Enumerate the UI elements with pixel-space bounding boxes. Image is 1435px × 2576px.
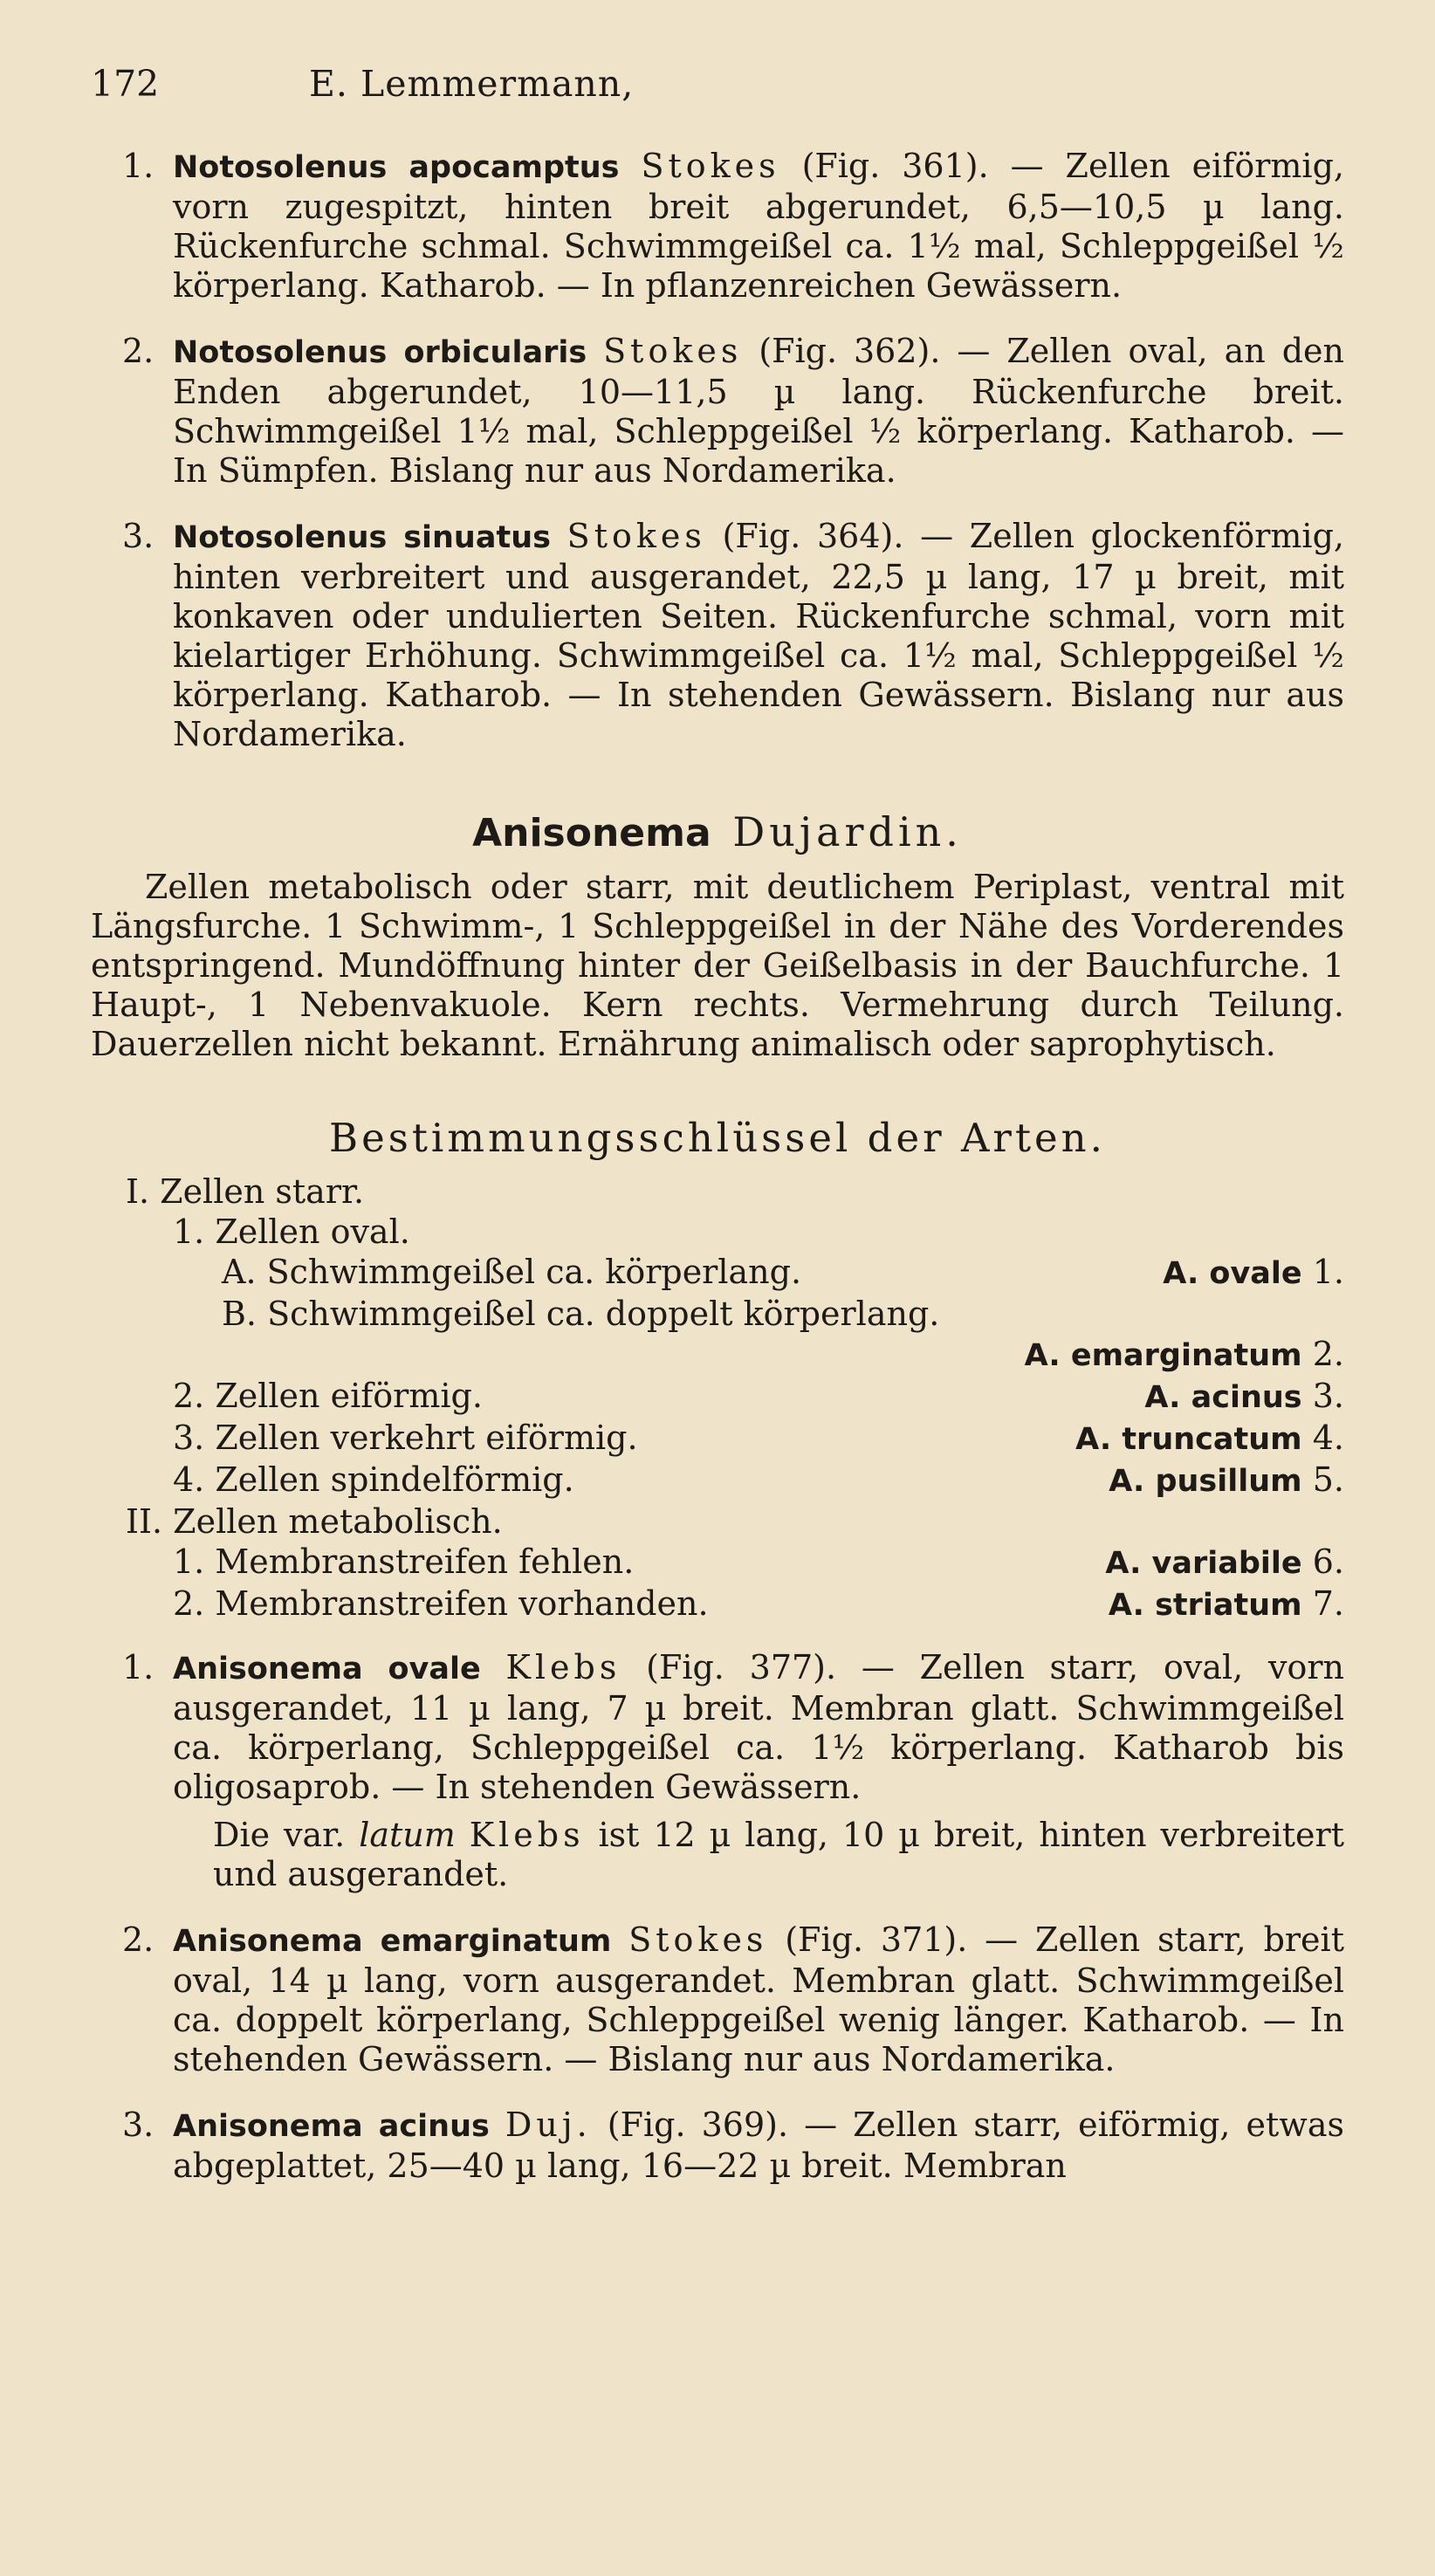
species-entry [91,2105,1344,2186]
page-number: 172 [91,63,160,105]
variety-author: Klebs [469,1816,585,1854]
species-description: (Fig. 377). — Zellen starr, oval, vorn ausgerandet, 11 µ lang, 7 µ breit. Membran glatt. Schwimmgeißel ca. körperlang, Schleppgeißel ca. 1½ körperlang. Katharob bis oligosaprob. — In stehenden Gewässern. [173,1648,1344,1806]
species-author: Klebs [505,1648,621,1686]
species-author: Stokes [628,1920,768,1959]
genus-name: Anisonema [472,811,711,855]
entry-number: 1. [122,147,154,185]
key-row [91,1212,1344,1252]
key-row [91,1294,1344,1334]
variety-description: ist 12 µ lang, 10 µ breit, hinten verbreitert und ausgerandet. [213,1816,1344,1893]
entry-number: 3. [122,2105,154,2144]
key-row [91,1171,1344,1212]
species-entry [91,1648,1344,1807]
key-text: A. Schwimmgeißel ca. körperlang. [222,1253,802,1291]
key-row [91,1252,1344,1294]
key-species: A. acinus [1144,1380,1302,1415]
species-name: Notosolenus sinuatus [173,520,551,555]
key-species: A. pusillum [1109,1464,1302,1499]
key-row [91,1501,1344,1542]
entry-number: 2. [122,332,154,370]
key-heading: Bestimmungsschlüssel der Arten. [329,1115,1106,1161]
species-name: Notosolenus apocamptus [173,150,620,185]
key-species: A. emarginatum [1024,1338,1302,1373]
key-species: A. variabile [1105,1546,1302,1581]
key-row [91,1376,1344,1418]
entry-number: 3. [122,517,154,555]
species-description: (Fig. 371). — Zellen starr, breit oval, 14 µ lang, vorn ausgerandet. Membran glatt. Schwimmgeißel ca. doppelt körperlang, Schleppgeißel wenig länger. Katharob. — In stehenden Gewässern. — Bislang nur aus Nordamerika. [173,1920,1344,2078]
species-entry [91,517,1344,754]
variety-name: latum [359,1816,456,1854]
species-name: Anisonema ovale [173,1652,481,1686]
species-description: (Fig. 364). — Zellen glockenförmig, hinten verbreitert und ausgerandet, 22,5 µ lang, 17 µ breit, mit konkaven oder undulierten Seiten. Rückenfurche schmal, vorn mit kielartiger Erhöhung. Schwimmgeißel ca. 1½ mal, Schleppgeißel ½ körperlang. Katharob. — In stehenden Gewässern. Bislang nur aus Nordamerika. [173,517,1344,753]
variety-prefix: Die var. [213,1816,360,1854]
species-description: (Fig. 362). — Zellen oval, an den Enden abgerundet, 10—11,5 µ lang. Rückenfurche breit. Schwimmgeißel 1½ mal, Schleppgeißel ½ körperlang. Katharob. — In Sümpfen. Bislang nur aus Nordamerika. [173,332,1344,490]
key-text: 2. Zellen eiförmig. [173,1377,483,1415]
species-entry [91,147,1344,306]
key-text: 3. Zellen verkehrt eiförmig. [173,1419,638,1457]
key-species: A. truncatum [1075,1422,1302,1457]
key-text: 1. Membranstreifen fehlen. [173,1542,635,1581]
species-name: Anisonema acinus [173,2109,490,2144]
species-name: Anisonema emarginatum [173,1924,612,1959]
variety-note [213,1816,1344,1894]
entry-number: 2. [122,1920,154,1959]
species-name: Notosolenus orbicularis [173,335,587,370]
species-entry [91,332,1344,491]
species-description: (Fig. 361). — Zellen eiförmig, vorn zugespitzt, hinten breit abgerundet, 6,5—10,5 µ lang. Rückenfurche schmal. Schwimmgeißel ca. 1½ mal, Schleppgeißel ½ körperlang. Katharob. — In pflanzenreichen Gewässern. [173,147,1344,305]
key-text: 2. Membranstreifen vorhanden. [173,1584,709,1623]
genus-description: Zellen metabolisch oder starr, mit deutlichem Periplast, ventral mit Längsfurche. 1 Schwimm-, 1 Schleppgeißel in der Nähe des Vorderendes entspringend. Mundöffnung hinter der Geißelbasis in der Bauchfurche. 1 Haupt-, 1 Nebenvakuole. Kern rechts. Vermehrung durch Teilung. Dauerzellen nicht bekannt. Ernährung animalisch oder saprophytisch. [91,868,1344,1063]
key-number: 2. [1312,1335,1344,1373]
species-entry [91,1920,1344,2079]
species-description: (Fig. 369). — Zellen starr, eiförmig, etwas abgeplattet, 25—40 µ lang, 16—22 µ breit. Membran [173,2105,1344,2185]
key-species: A. striatum [1108,1588,1302,1623]
species-author: Duj. [505,2105,592,2144]
key-text: II. Zellen metabolisch. [126,1502,503,1541]
key-species: A. ovale [1163,1256,1302,1291]
key-number: 6. [1312,1542,1344,1581]
key-text: B. Schwimmgeißel ca. doppelt körperlang. [222,1295,940,1333]
key-number: 4. [1312,1419,1344,1457]
species-author: Stokes [641,147,780,185]
genus-heading [91,808,1344,855]
running-head-author: E. Lemmermann, [309,63,635,105]
key-row [91,1418,1344,1460]
entry-number: 1. [122,1648,154,1686]
genus-author: Dujardin. [732,808,963,855]
key-row [91,1460,1344,1501]
species-author: Stokes [603,332,743,370]
key-row [91,1542,1344,1583]
key-number: 7. [1312,1584,1344,1623]
species-author: Stokes [566,517,706,555]
running-head [91,63,1344,129]
key-row [91,1334,1344,1376]
key-text: I. Zellen starr. [126,1172,365,1211]
identification-key [91,1171,1344,1625]
key-number: 5. [1312,1460,1344,1499]
key-number: 3. [1312,1377,1344,1415]
key-text: 4. Zellen spindelförmig. [173,1460,574,1499]
key-text: 1. Zellen oval. [173,1212,410,1251]
key-row [91,1583,1344,1625]
key-number: 1. [1312,1253,1344,1291]
